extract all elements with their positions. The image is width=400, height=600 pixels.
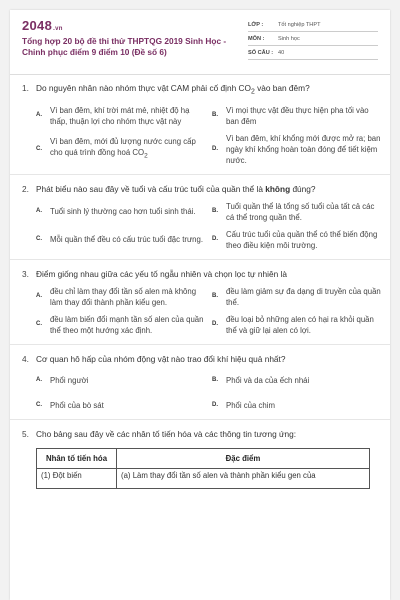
meta-label: MÔN : [248, 35, 265, 42]
option-text: Cấu trúc tuổi của quần thể có thể biến động theo điều kiện môi trường. [226, 229, 378, 250]
answer-option-a[interactable] [36, 201, 206, 223]
option-text: đều làm giảm sự đa dạng di truyền của quần thể. [226, 286, 381, 307]
question-number: 2. [22, 183, 29, 194]
option-letter: A. [36, 293, 42, 300]
question-2 [22, 183, 382, 251]
option-text: Vì ban đêm, khí trời mát mẻ, nhiệt độ hạ thấp, thuận lợi cho nhóm thực vật này [50, 105, 190, 126]
meta-value: Tốt nghiệp THPT [278, 21, 321, 28]
meta-row-class [248, 18, 378, 32]
answer-option-d[interactable] [212, 229, 382, 251]
option-text: Mỗi quần thể đều có cấu trúc tuổi đặc trưng. [50, 235, 204, 245]
question-number: 5. [22, 428, 29, 439]
answer-option-b[interactable] [212, 201, 382, 223]
answer-option-b[interactable] [212, 105, 382, 127]
meta-row-count [248, 46, 378, 60]
answer-option-d[interactable] [212, 133, 382, 166]
answer-option-c[interactable] [36, 229, 206, 251]
table-row [37, 468, 370, 488]
option-letter: D. [212, 145, 218, 152]
option-letter: C. [36, 321, 42, 328]
question-number: 1. [22, 83, 29, 93]
question-number: 4. [22, 353, 29, 364]
option-letter: B. [212, 208, 218, 215]
answer-option-c[interactable] [36, 400, 206, 411]
meta-row-subject [248, 32, 378, 46]
document-page [10, 10, 390, 600]
option-text: đều chỉ làm thay đổi tần số alen mà không làm thay đổi thành phần kiểu gen. [50, 286, 197, 307]
option-letter: B. [212, 293, 218, 300]
option-letter: C. [36, 145, 42, 152]
option-letter: A. [36, 208, 42, 215]
option-text: Phổi và da của ếch nhái [226, 375, 310, 385]
option-letter: A. [36, 376, 42, 383]
answer-options [36, 286, 382, 336]
answer-option-d[interactable] [212, 400, 382, 411]
document-header [10, 10, 390, 72]
question-divider [10, 419, 390, 420]
question-1 [22, 82, 382, 166]
document-title: Tổng hợp 20 bộ đề thi thử THPTQG 2019 Sinh Học - Chinh phục điểm 9 điểm 10 (Đề số 6) [22, 36, 227, 57]
option-text: đều làm biến đổi mạnh tần số alen của quần thể theo một hướng xác định. [50, 314, 204, 335]
option-letter: C. [36, 401, 42, 408]
question-divider [10, 259, 390, 260]
meta-value: 40 [278, 49, 285, 56]
question-text: Cho bảng sau đây về các nhân tố tiến hóa và các thông tin tương ứng: [36, 428, 297, 439]
option-text: Tuổi quần thể là tổng số tuổi của tất cả các cá thể trong quần thể. [226, 201, 375, 222]
question-divider [10, 174, 390, 175]
question-list [22, 82, 382, 489]
question-5 [22, 428, 382, 489]
meta-table [248, 18, 378, 60]
answer-option-a[interactable] [36, 105, 206, 127]
answer-option-b[interactable] [212, 286, 382, 308]
answer-options [36, 375, 382, 411]
option-letter: D. [212, 401, 218, 408]
question-4 [22, 353, 382, 411]
option-text: đều loại bỏ những alen có hại ra khỏi quần thể và giữ lại alen có lợi. [226, 314, 374, 335]
answer-option-a[interactable] [36, 286, 206, 308]
answer-option-b[interactable] [212, 375, 382, 386]
question-text: Do nguyên nhân nào nhóm thực vật CAM phải cố định $CO_2$ vào ban đêm? [36, 83, 310, 96]
meta-value: Sinh học [278, 35, 300, 42]
option-letter: D. [212, 236, 218, 243]
answer-option-c[interactable] [36, 133, 206, 166]
table-cell: (a) Làm thay đổi tần số alen và thành phần kiểu gen của [117, 468, 370, 488]
option-text: Vì mọi thực vật đều thực hiện pha tối vào ban đêm [226, 105, 369, 126]
table-header: Nhân tố tiến hóa [37, 448, 117, 468]
evolution-factors-table [36, 448, 370, 489]
meta-label: SỐ CÂU : [248, 49, 274, 56]
header-divider [10, 74, 390, 75]
answer-option-a[interactable] [36, 375, 206, 386]
option-text: Phổi của chim [226, 400, 275, 410]
logo-suffix: .vn [53, 26, 63, 32]
option-letter: B. [212, 376, 218, 383]
option-letter: C. [36, 236, 42, 243]
meta-label: LỚP : [248, 21, 264, 28]
option-letter: B. [212, 112, 218, 119]
option-text: Tuổi sinh lý thường cao hơn tuổi sinh thái. [50, 207, 196, 217]
option-text: Phổi của bò sát [50, 400, 104, 410]
question-number: 3. [22, 268, 29, 279]
question-divider [10, 344, 390, 345]
table-header: Đặc điểm [117, 448, 370, 468]
question-text: Điểm giống nhau giữa các yếu tố ngẫu nhiên và chọn lọc tự nhiên là [36, 268, 287, 279]
option-text: Vì ban đêm, khí khổng mới được mở ra; ban ngày khí khổng hoàn toàn đóng để tiết kiệm nước. [226, 133, 381, 165]
option-text: Phổi người [50, 375, 89, 385]
answer-option-c[interactable] [36, 314, 206, 336]
question-text: Phát biểu nào sau đây về tuổi và cấu trúc tuổi của quần thể là không đúng? [36, 183, 316, 194]
logo-text: 2048 [22, 18, 53, 33]
option-letter: D. [212, 321, 218, 328]
option-letter: A. [36, 112, 42, 119]
option-text: Vì ban đêm, mới đủ lượng nước cung cấp cho quá trình đồng hoá $CO_2$ [50, 137, 196, 160]
question-3 [22, 268, 382, 336]
question-text: Cơ quan hô hấp của nhóm động vật nào trao đổi khí hiệu quả nhất? [36, 353, 286, 364]
answer-option-d[interactable] [212, 314, 382, 336]
answer-options [36, 201, 382, 251]
answer-options [36, 105, 382, 166]
table-cell: (1) Đột biến [37, 468, 117, 488]
